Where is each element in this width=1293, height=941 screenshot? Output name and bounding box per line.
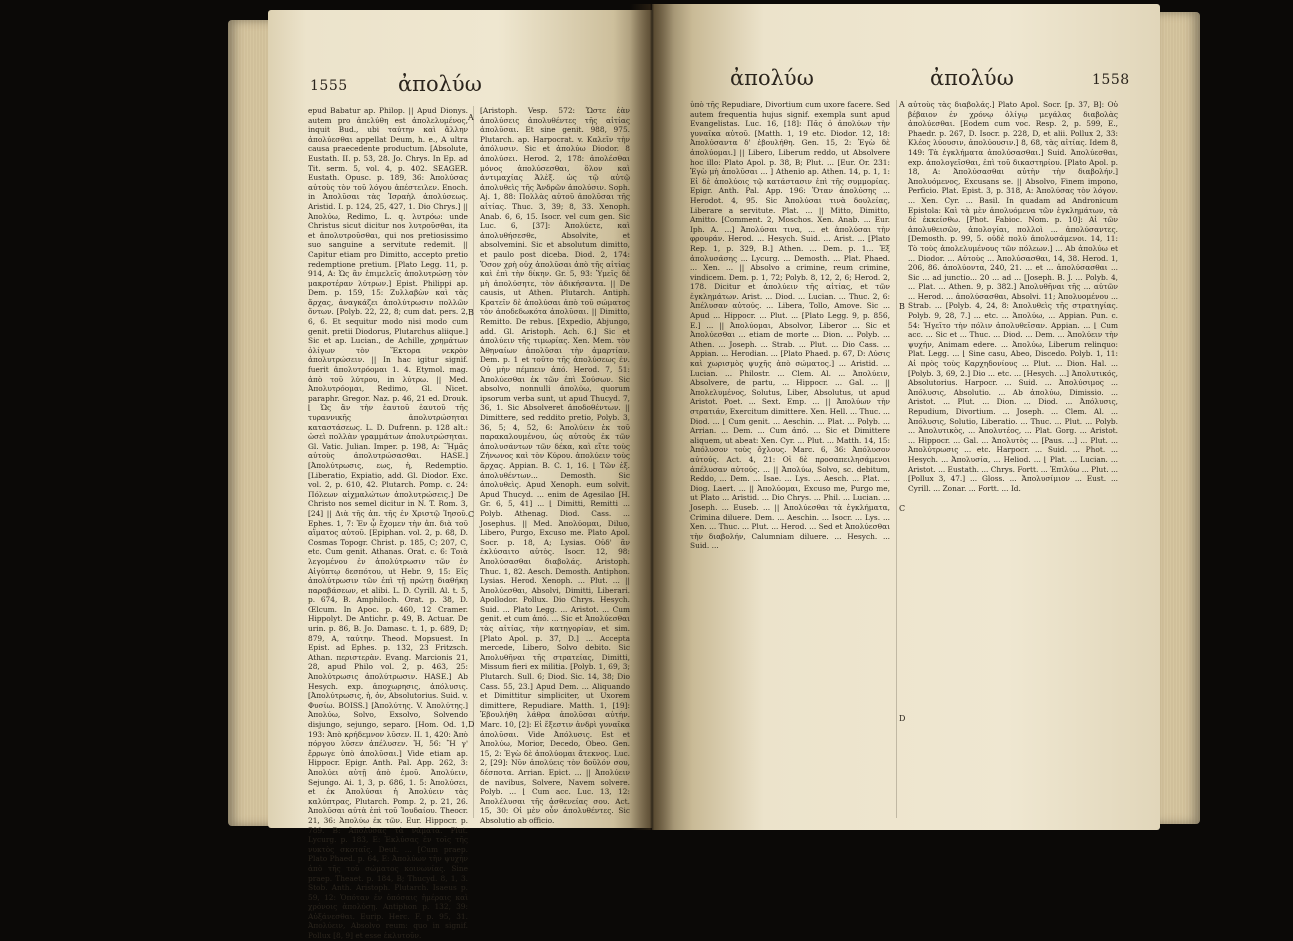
right-page-column-2 <box>908 100 1118 818</box>
right-page-headword-left: ἀπολύω <box>730 66 814 90</box>
right-margin-letter-d: D <box>899 714 906 723</box>
left-col2-text: [Aristoph. Vesp. 572: Ὥστε ἐὰν ἀπολύσεις ἀπολυθέντες τῆς αἰτίας ἀπολῦσαι. Et sine genit. 988, 975. Plutarch. ap. Harpocrat. v. Καλεῖν τὴν ἀπόλυσιν. Sic et ἀπολύω Diodor. 8 ἀπολύσει. Herod. 2, 178: ἀπολέσθαι μόνος ἀπολύσεσθαι, ὅλον καὶ ἀντιμαχίας Ἀλὲξ. ὡς τῷ αὐτῷ ἀπολυθεὶς τῆς Ἀνδρῶν ἀπολύσιν. Soph. Aj. 1, 88: Πολλὰς αὐτοῦ ἀπολῦσαι τῆς αἰτίας. Thuc. 3, 39; 8, 33. Xenoph. Anab. 6, 6, 15. Isocr. vel cum gen. Sic Luc. 6, [37]: Ἀπολύετε, καὶ ἀπολυθήσεσθε, Absolvite, et absolvemini. Sic et absolutum dimitto, et paulo post diceba. Diod. 2, 174: Ὅσον χρὴ οὐχ ἀπολῦσαι ἀπὸ τῆς αἰτίας καὶ ἐπὶ τὴν δίκην. Gr. 5, 93: Ὑμεῖς δὲ μὴ ἀπολύσητε, τὸν ἀδικήσαντα. || De causis, ut Athen. Plutarch. Antiph. Κρατεῖν δὲ ἀπολύσαι ἀπὸ τοῦ σώματος τὸν ἀποδεδωκότα ἀπολῦσαι. || Dimitto, Remitto. De rebus. [Expedio, Abjungo, add. Gl. Aristoph. Ach. 6.] Sic et ἀπολύειν τῆς τιμωρίας. Xen. Mem. τὸν Ἀθηναίων ἀπολῦσαι τὴν ἁμαρτίαν. Dem. p. 1 et τοῦτο τῆς ἀπολύσεως ἐν. Οὐ μὴν πέμπειν ἀπό. Herod. 7, 51: Ἀπολύεσθαι ἐκ τῶν ἐπὶ Σούσων. Sic absolvo, nonnulli ἀπολύω, quorum ipsorum verba sunt, ut apud Thucyd. 7, 36, 1. Sic Absolveret ἀποδοθέντων. || Dimittere, sed reddito pretio, Polyb. 3, 36, 5; 4, 52, 6: Ἀπολύειν ἐκ τοῦ παρακαλουμένου, ὡς αὐτοὺς ἐκ τῶν ἀπολυσάντων τῶν δέκα, καὶ εἴτε τοὺς Ζήνωνος καὶ τὸν Κύρου. ἀπολύειν τοὺς ἄρχας. Appian. B. C. 1, 16. ⌊ Τῶν ἐξ. ἀπολυθέντων... Demosth. Sic ἀπολυθεὶς. Apud Xenoph. eum solvit. Apud Thucyd. ... enim de Agesilao [H. Gr. 6, 5, 41] ... ⌊ Dimitti, Remitti ... Polyb. Athenag. Diod. Cass. ... Josephus. || Med. Ἀπολύομαι, Diluo, Libero, Purgo, Excuso me. Plato Apol. Socr. p. 18, A; Lysias. Οὐδ' ἂν ἐκλύσαιτο αὐτὸς. Isocr. 12, 98: Ἀπολύσασθαι διαβολάς. Aristoph. Thuc. 1, 82. Aesch. Demosth. Antiphon. Lysias. Herod. Xenoph. ... Plut. ... || Ἀπολύεσθαι, Absolvi, Dimitti, Liberari. Apollodor. Pollux. Dio Chrys. Hesych. Suid. ... Plato Legg. ... Aristot. ... Cum genit. et cum ἀπό. ... Sic et Ἀπολύεσθαι τὰς αἰτίας, τὴν κατηγορίαν, et sim. [Plato Apol. p. 37, D.] ... Accepta mercede, Libero, Solvo debito. Sic Ἀπολυθῆναι τῆς στρατείας, Dimitti, Missum fieri ex militia. [Polyb. 1, 69, 3; Plutarch. Sull. 6; Diod. Sic. 14, 38; Dio Cass. 55, 23.] Apud Dem. ... Aliquando et Dimittitur simpliciter, ut Uxorem dimittere, Repudiare. Matth. 1, [19]: Ἐβουλήθη λάθρα ἀπολῦσαι αὐτήν. Marc. 10, [2]: Εἰ ἔξεστιν ἀνδρὶ γυναῖκα ἀπολῦσαι. Vide Ἀπόλυσις. Est et Ἀπολύω, Morior, Decedo, Obeo. Gen. 15, 2: Ἐγὼ δὲ ἀπολύομαι ἄτεκνος. Luc. 2, [29]: Νῦν ἀπολύεις τὸν δοῦλόν σου, δέσποτα. Arrian. Epict. ... || Ἀπολύειν de navibus, Solvere, Navem solvere. Polyb. ... ⌊ Cum acc. Luc. 13, 12: Ἀπολέλυσαι τῆς ἀσθενείας σου. Act. 15, 30: Οἱ μὲν οὖν ἀπολυθέντες. Sic Absolutio ab officio. <box>480 106 630 825</box>
left-page <box>268 10 652 941</box>
left-column-divider <box>473 106 474 818</box>
page-edges-right <box>1160 12 1200 824</box>
left-page-column-1 <box>308 106 468 941</box>
left-page-column-2 <box>480 106 630 825</box>
right-margin-letter-b: B <box>899 302 905 311</box>
right-col2-text: αὐτοὺς τὰς διαβολάς.] Plato Apol. Socr. [p. 37, B]: Οὐ βέβαιον ἐν χρόνῳ ὀλίγῳ μεγάλας διαβολὰς ἀπολύεσθαι. [Eodem cum voc. Resp. 2, p. 599, E., Phaedr. p. 267, D. Isocr. p. 228, D, et alii. Pollux 2, 33: Κλέος λύουσιν, ἀπολύουσιν.] 8, 68, τὰς αἰτίας. Idem 8, 149: Τὰ ἐγκλήματα ἀπολύσασθαι.] Suid. Ἀπολύεσθαι, exp. ἀπολογεῖσθαι, ἐπὶ τοῦ δικαστηρίου. [Plato Apol. p. 18, A: Ἀπολύσασθαι αὐτὴν τὴν διαβολήν.] Ἀπολυόμενος, Excusans se. || Absolvo, Finem impono, Perficio. Plat. Epist. 3, p. 318, A: Ἀπολύσας τὸν λόγον. ... Xen. Cyr. ... Basil. In quadam ad Andronicum Epistola: Καὶ τὰ μὲν ἀπολυόμενα τῶν ἐγκλημάτων, τὰ δὲ ἐκκείσθω. [Phot. Fabioc. Nom. p. 10]: Αἱ τῶν ἀπολυθεισῶν, ἀπολογίαι, πολλοὶ ... ἀπολύσαντες. [Demosth. p. 99, 5. οὐδὲ πολὺ ἀπολυσάμενοι. 14, 11: Τὸ τοὺς ἀπολελυμένους τῶν πόλεων.] ... Ab ἀπολύω et ... Diodor. ... Αὐτοὺς ... Ἀπολύσασθαι, 14, 38. Herod. 1, 206, 86. ἀπολύοντα, 240, 21. ... et ... ἀπολύσασθαι ... Sic ... ad junctio... 20 ... ad ... [Joseph. B. J. ... Polyb. 4, ... Plat. ... Athen. 9, p. 382.] Ἀπολυθῆναι τῆς ... αὐτῶν ... Herod. ... ἀπολύσασθαι, Absolvi. 11; Ἀπολυομένου ... Strab. ... [Polyb. 4, 24, 8: Ἀπολυθεὶς τῆς στρατηγίας. Polyb. 9, 28, 7.] ... etc. ... Ἀπολύω, ... Appian. Pun. c. 54: Ἡγεῖτο τὴν πόλιν ἀπολυθεῖσαν. Appian. ... ⌊ Cum acc. ... Sic et ... Thuc. ... Diod. ... Dem. ... Ἀπολύειν τὴν ψυχήν, Animam edere. ... Ἀπολύω, Liberum relinquo: Plat. Legg. ... ⌊ Sine casu, Abeo, Discedo. Polyb. 1, 11: Αἱ πρὸς τοὺς Καρχηδονίους ... Plut. ... Dion. Hal. ... [Polyb. 3, 69, 2.] Dio ... etc. ... [Hesych. ...] Ἀπολυτικός, Absolutorius. Harpocr. ... Suid. ... Ἀπολύσιμος ... Ἀπόλυσις, Absolutio. ... Ab ἀπολύω, Dimissio. ... Aristot. ... Plut. ... Dion. ... Diod. ... Ἀπόλυσις, Repudium, Divortium. ... Joseph. ... Clem. Al. ... Ἀπόλυσις, Solutio, Liberatio. ... Thuc. ... Plut. ... Polyb. ... Ἀπολυτικὸς, ... Ἀπολυτέος, ... Plat. Gorg. ... Aristot. ... Hippocr. ... Gal. ... Ἀπολυτὸς ... [Paus. ...] ... Plut. ... Ἀπολύτρωσις ... etc. Harpocr. ... Suid. ... Phot. ... Hesych. ... Ἀπολυσία, ... Heliod. ... ⌊ Plat. ... Lucian. ... Aristot. ... Eustath. ... Chrys. Fortt. ... Ἐπιλύω ... Plut. ... [Pollux 3, 47.] ... Gloss. ... Ἀπολυσίμιον ... Eust. ... Cyrill. ... Zonar. ... Fortt. ... Id. <box>908 100 1118 493</box>
margin-letter-c: C <box>468 510 475 519</box>
left-page-header <box>268 74 652 100</box>
left-page-number: 1555 <box>310 78 348 94</box>
right-margin-letter-a: A <box>899 100 905 109</box>
margin-letter-b: B <box>468 308 474 317</box>
right-page-header <box>652 68 1160 94</box>
margin-letter-a: A <box>468 113 474 122</box>
right-page-number: 1558 <box>1092 72 1130 88</box>
right-page-headword-right: ἀπολύω <box>930 66 1014 90</box>
right-page-column-1 <box>690 100 890 818</box>
left-col1-text: epud Babatur ap. Philop. || Apud Dionys. autem pro ἀπελύθη est ἀπολελυμένος, inquit Bud., ubi ταύτην καὶ ἄλλην ἀπολύεσθαι appellat Deum, h. e., A ultra causa praecedente productum. [Absolute, Eustath. II. p. 53, 28. Jo. Chrys. In Ep. ad Tit. serm. 5, vol. 4, p. 402. SEAGER. Eustath. Opusc. p. 189, 36: Ἀπολύσας αὐτοὺς τὸν τοῦ λόγου ἀπέστειλεν. Enoch. in Ἀπολῦσαι τὰς Ἰσραὴλ ἀπολύσεως. Aristid. I. p. 124, 25, 427, 1. Dio Chrys.] || Ἀπολύω, Redimo, L. q. λυτρόω: unde Christus sicut dicitur nos λυτροῦσθαι, ita et ἀπολυτροῦσθαι, qui nos pretiosissimo suo sanguine a servitute redemit. || Capitur etiam pro Dimitto, accepto pretio redemptione pretium. [Plato Legg. 11, p. 914, A: Ὡς ἂν ἐπιμελεῖς ἀπολυτρώσῃ τὸν μακροτέραν λύτρων.] Epist. Philippi ap. Dem. p. 159, 15: Ζυλλαβὼν καὶ τὰς ἄρχας, ἀναγκάζει ἀπολύτρωσιν πολλῶν ὄντων. [Polyb. 22, 22, 8; cum dat. pers. 2, 6, 6. Et sequitur modo nisi modo cum genit. pretii Diodorus, Plutarchus aliique.] Sic et ap. Lucian., de Achille, χρημάτων ὀλίγων τὸν Ἕκτορα νεκρὸν ἀπολυτρώσειν. || In hac igitur signif. fuerit ἀπολυτρόομαι 1. 4. Etymol. mag. ἀπὸ τοῦ λύτρου, in λύτρω. || Med. Ἀπολυτρόομαι, Redimo, Gl. Nicet. paraphr. Gregor. Naz. p. 46, 21 ed. Drouk. ⌊ Ὡς ἂν τὴν ἑαυτοῦ ἑαυτοῦ τῆς τυραννικῆς ἀπολυτρώσηται καταστάσεως. L. D. Dufrenn. p. 128 alt.: ὡσεὶ πολλὰν γραμμάτων ἀπολυτρώσηται. Gl. Vatic. Julian. Imper. p. 198, A: ¨Ἠμᾶς αὐτοὺς ἀπολυτρώσασθαι. HASE.] [Ἀπολύτρωσις, εως, ἡ, Redemptio. [Liberatio, Expiatio, add. Gl. Diodor. Exc. vol. 2, p. 610, 42. Plutarch. Pomp. c. 24: Πόλεων αἰχμαλώτων ἀπολυτρώσεις.] De Christo nos semel dicitur in N. T. Rom. 3, [24] || Διὰ τῆς ἀπ. τῆς ἐν Χριστῷ Ἰησοῦ. Ephes. 1, 7: Ἐν ᾧ ἔχομεν τὴν ἀπ. διὰ τοῦ αἵματος αὐτοῦ. [Epiphan. vol. 2, p. 68, D. Cosmas Topogr. Christ. p. 185, C; 207, C, etc. Cum genit. Athanas. Orat. c. 6: Τοιὰ λεγομένου ἐν ἀπολύτρωσιν τῶν ἐν Αἰγύπτῳ δεσπότου, ut Hebr. 9, 15: Εἰς ἀπολύτρωσιν τῶν ἐπὶ τῇ πρώτῃ διαθήκῃ παραβάσεων, et alibi. L. D. Cyrill. Al. t. 5, p. 674, B. Amphiloch. Orat. p. 38, D. Œlcum. In Apoc. p. 460, 12 Cramer. Hippolyt. De Antichr. p. 49, B. Actuar. De urin. p. 86, B. Jo. Damasc. t. 1, p. 689, D; 879, A, ταύτην. Theod. Mopsuest. In Epist. ad Ephes. p. 132, 23 Fritzsch. Athan. περιστερὰν. Evang. Marcionis 21, 28, apud Philo vol. 2, p. 463, 25: Ἀπολύτρωσις ἀπολύτρωσιν. HASE.] Ab Hesych. exp. ἀποχωρησις, ἀπόλυσις. [Ἀπολύτρωσις, ἡ, ὁν, Absolutorius. Suid. v. Φυσίω. BOISS.] [Ἀπολύτης. V. Ἀπολύτης.] Ἀπολύω, Solvo, Exsolvo, Solvendo disjungo, sejungo, separo. [Hom. Od. 1, 193: Ἀπὸ κρήδεμνον λῦσεν. II. 1, 420: Ἀπὸ πόργου λῦσεν ἀπέλυσεν. Ἡ, 56: Ἢ γ' ἔρρωγε ὑπὸ ἀπολῦσαι.] Vide etiam ap. Hippocr. Epigr. Anth. Pal. App. 262, 3: Ἀπολύει αὐτῇ ἀπὸ ἐμοῦ. Ἀπολύειν, Sejungo. Ai. 1, 3, p. 686, 1. 5: Ἀπολύσει, et ἐκ Ἀπολύσαι ἡ Ἀπολύειν τὰς καλύπτρας, Plutarch. Pomp. 2, p. 21, 26. Ἀπολῦσαι αὐτὰ ἐπὶ τοῦ Ἰουδαίου. Theocr. 21, 36: Ἀπολύω ἐκ τῶν. Eur. Hippocr. p. 789. B: Ἀπολύσας τὰ νάματα. Plut. Lycurg. p. 183, E: Ἐκλύσας ἐν τοῖς τῆς νυκτὸς σκοταῖς. Deut. ... [Cum praep. Plato Phaed. p. 64, E: Ἀπολύων τὴν ψυχὴν ἀπὸ τῆς τοῦ σώματος κοινωνίας. Sine praep. Theaet. p. 184, B; Thucyd. 8, 1, 3. Stob. Anth. Aristoph. Plutarch. Isaeus p. 59, 12: Ὁπόταν ἐν ὁπόσαις ἡμέραις καὶ χρόνοις ἀπολύσῃ. Antiphon p. 132, 39: Αὐξάνεσθαι. Eurip. Herc. F. p. 95, 31. Ἀπολύειν, Absolvo reum: quo in signif. Pollux [8, 9] et esse ἐκλυτοῦν. <box>308 106 468 941</box>
right-col1-text: ὑπὸ τῆς Repudiare, Divortium cum uxore facere. Sed autem frequentia hujus signif. exempla sunt apud Evangelistas. Luc. 16, [18]: Πᾶς ὁ ἀπολύων τὴν γυναῖκα αὐτοῦ. [Matth. 1, 19 etc. Diodor. 12, 18: Ἀπολύσαντα δ' ἐβουλήθη. Gen. 15, 2: Ἐγὼ δὲ ἀπολύομαι.] || Libero, Liberum reddo, ut Absolvere hoc illo: Plato Apol. p. 38, B; Plut. ... [Eur. Or. 231: Ἐγὼ μὴ ἀπολῦσαι ... ] Athenio ap. Athen. 14, p. 1, 1: Εἰ δὲ ἀπολύοις τῷ κατάστασιν ἐπὶ τῆς συμμορίας. Epigr. Anth. Pal. App. 196: Ὅταν ἀπολύσης ... Herodot. 4, 95. Sic Ἀπολύσαι τινὰ δουλείας, Liberare a servitute. Plat. ... || Mitto, Dimitto, Amitto. [Comment. 2, Moschos. Xen. Anab. ... Eur. Iph. A. ...] Ἀπολύσαι τινα, ... et ἀπολύσαι τὴν φρουράν. Herod. ... Hesych. Suid. ... Arist. ... [Plato Rep. 1, p. 329, B.] Athen. ... Dem. p. 1... Ἐξ ἀπολυσάσης ... Lycurg. ... Demosth. ... Plat. Phaed. ... Xen. ... || Absolvo a crimine, reum crimine, vindicem. Dem. p. 1, 72; Polyb. 8, 12, 2, 6; Herod. 2, 178. Dicitur et ἀπολύειν τῆς αἰτίας, et τῶν ἐγκλημάτων. Arist. ... Diod. ... Lucian. ... Thuc. 2, 6: Ἀπέλυσαν αὐτούς. ... Libera, Tollo, Amove. Sic ... Apud ... Hippocr. ... Plut. ... [Plato Legg. 9, p. 856, E.] ... || Ἀπολύομαι, Absolvor, Liberor ... Sic et Ἀπολύεσθαι ... etiam de morte ... Dion. ... Polyb. ... Athen. ... Joseph. ... Strab. ... Plut. ... Dio Cass. ... Appian. ... Herodian. ... [Plato Phaed. p. 67, D: Λύσις καὶ χωρισμὸς ψυχῆς ἀπὸ σώματος.] ... Aristid. ... Lucian. ... Philostr. ... Clem. Al. ... Ἀπολύειν, Absolvere, de partu, ... Hippocr. ... Gal. ... || Ἀπολελυμένος, Solutus, Liber, Absolutus, ut apud Aristot. Poet. ... Sext. Emp. ... || Ἀπολύων τὴν στρατιάν, Exercitum dimittere. Xen. Hell. ... Thuc. ... Diod. ... ⌊ Cum genit. ... Aeschin. ... Plat. ... Polyb. ... Arrian. ... Dem. ... Cum ἀπό. ... Sic et Dimittere aliquem, ut abeat: Xen. Cyr. ... Plut. ... Matth. 14, 15: Ἀπόλυσον τοὺς ὄχλους. Marc. 6, 36: Ἀπόλυσον αὐτούς. Act. 4, 21: Οἱ δὲ προσαπειλησάμενοι ἀπέλυσαν αὐτούς. ... || Ἀπολύω, Solvo, sc. debitum, Reddo, ... Dem. ... Isae. ... Lys. ... Aesch. ... Plat. ... Diog. Laert. ... || Ἀπολύομαι, Excuso me, Purgo me, ut Plato ... Aristid. ... Dio Chrys. ... Phil. ... Lucian. ... Joseph. ... Euseb. ... || Ἀπολύεσθαι τὰ ἐγκλήματα, Crimina diluere. Dem. ... Aeschin. ... Isocr. ... Lys. ... Xen. ... Thuc. ... Plut. ... Herod. ... Sed et Ἀπολύεσθαι τὴν διαβολήν, Calumniam diluere. ... Hesych. ... Suid. ... <box>690 100 890 551</box>
left-page-headword: ἀπολύω <box>398 72 482 96</box>
right-page <box>652 4 1160 830</box>
right-margin-letter-c: C <box>899 504 906 513</box>
margin-letter-d: D <box>468 720 475 729</box>
right-column-divider <box>896 100 897 818</box>
